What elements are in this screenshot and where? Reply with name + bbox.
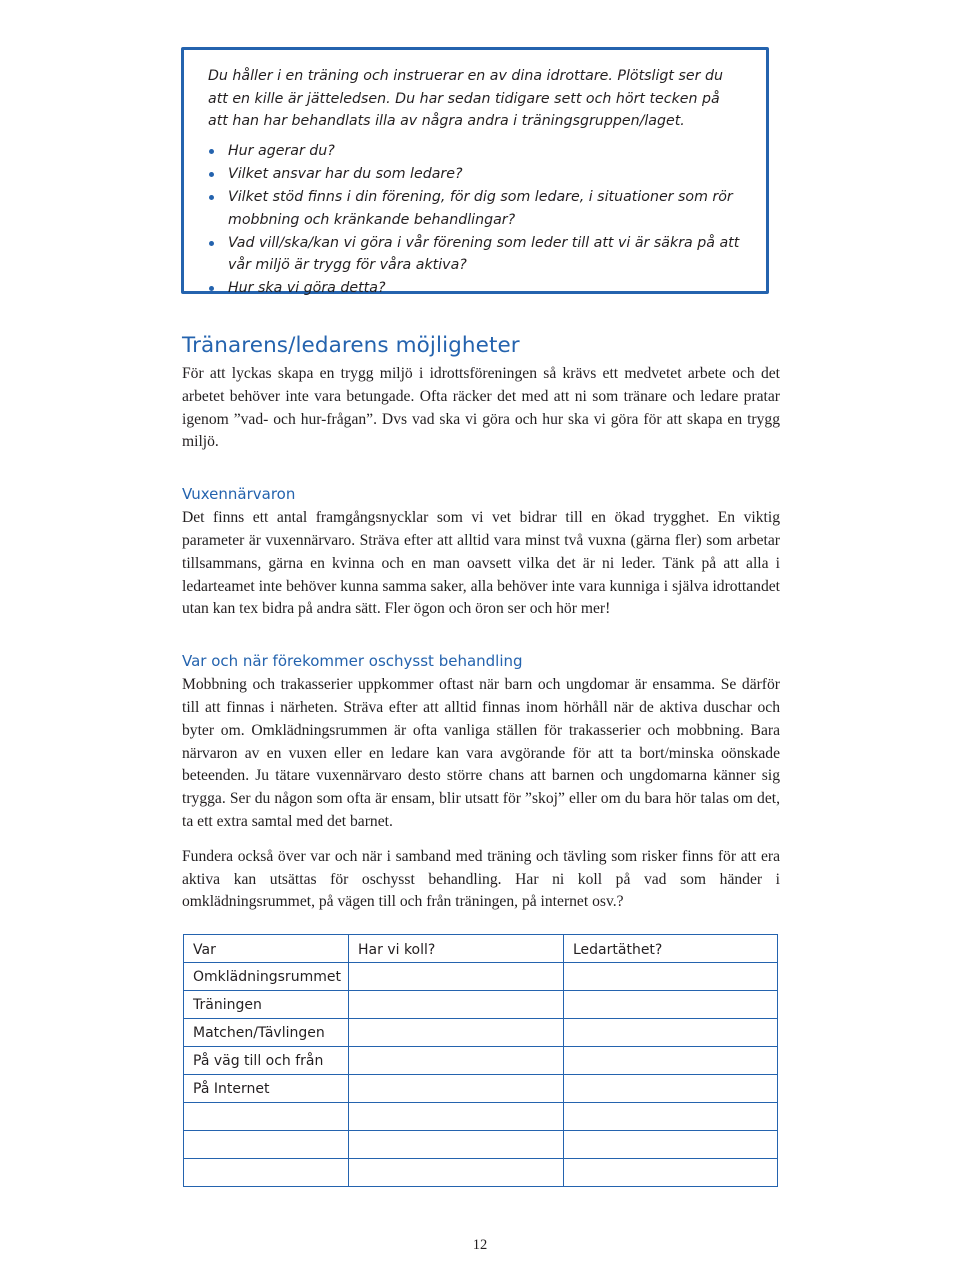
scenario-intro: Du håller i en träning och instruerar en av dina idrottare. Plötsligt ser du att en kille är jätteledsen. Du har sedan tidigare sett och hört tecken på att han har behandlats illa av några andra i träningsgruppen/laget.: [208, 68, 723, 130]
question-item: [208, 163, 744, 186]
possibilities-text: För att lyckas skapa en trygg miljö i idrottsföreningen så krävs ett medvetet arbete och det arbetet behöver inte vara betungade. Ofta räcker det med att ni som tränare och ledare pratar igenom ”vad- och hur-frågan”. Dvs vad ska vi göra och hur ska vi göra för att skapa en trygg miljö.: [182, 365, 780, 451]
question-text: Vad vill/ska/kan vi göra i vår förening som leder till att vi är säkra på att vår miljö är trygg för våra aktiva?: [228, 234, 740, 274]
table-cell[interactable]: [564, 1159, 778, 1187]
table-row: [184, 1075, 778, 1103]
table-cell[interactable]: [349, 1103, 564, 1131]
table-cell[interactable]: [564, 1103, 778, 1131]
where-when-text-2: Fundera också över var och när i samband med träning och tävling som risker finns för att era aktiva kan utsättas för oschysst behandling. Har ni koll på vad som händer i omklädningsrummet, på vägen till och från träningen, på internet osv.?: [182, 847, 780, 911]
table-cell[interactable]: [349, 1159, 564, 1187]
table-cell[interactable]: [564, 991, 778, 1019]
question-item: [208, 232, 744, 277]
table-cell[interactable]: [564, 1131, 778, 1159]
row-label: Omklädningsrummet: [184, 963, 349, 991]
row-label[interactable]: [184, 1159, 349, 1187]
row-label: Matchen/Tävlingen: [184, 1019, 349, 1047]
header-cell-control: Har vi koll?: [349, 935, 564, 963]
table-row: [184, 991, 778, 1019]
table-cell[interactable]: [349, 1047, 564, 1075]
table-row: [184, 963, 778, 991]
section-heading-possibilities: Tränarens/ledarens möjligheter: [182, 333, 520, 358]
scenario-questions: [208, 140, 744, 300]
question-item: [208, 186, 744, 231]
question-text: Hur agerar du?: [228, 142, 335, 159]
header-cell-var: Var: [184, 935, 349, 963]
table-row: [184, 1019, 778, 1047]
header-cell-leader-density: Ledartäthet?: [564, 935, 778, 963]
question-text: Hur ska vi göra detta?: [228, 280, 386, 297]
table-cell[interactable]: [564, 963, 778, 991]
section-heading-where-when: Var och när förekommer oschysst behandling: [182, 652, 523, 671]
table-row: [184, 1159, 778, 1187]
checklist-table: [183, 934, 778, 1187]
question-text: Vilket stöd finns i din förening, för dig som ledare, i situationer som rör mobbning och kränkande behandlingar?: [228, 188, 733, 228]
bullet-icon: [209, 195, 214, 200]
question-item: [208, 277, 744, 300]
question-item: [208, 140, 744, 163]
table-row: [184, 1103, 778, 1131]
page-number: 12: [472, 1237, 488, 1253]
row-label: Träningen: [184, 991, 349, 1019]
table-header-row: [184, 935, 778, 963]
row-label[interactable]: [184, 1131, 349, 1159]
where-when-text-1: Mobbning och trakasserier uppkommer oftast när barn och ungdomar är ensamma. Se därför till att finnas i närheten. Sträva efter att alltid finnas inom hörhåll när de aktiva duschar och byter om. Omklädningsrummen är ofta vanliga ställen för trakasserier och mobbning. Bara närvaron av en vuxen eller en ledare kan vara avgörande för att ta bort/minska oönskade beteenden. Ju tätare vuxennärvaro desto större chans att barnen och ungdomarna känner sig trygga. Ser du någon som ofta är ensam, blir utsatt för ”skoj” eller om du bara hör talas om det, ta ett extra samtal med det barnet.: [182, 676, 780, 830]
bullet-icon: [209, 172, 214, 177]
table-row: [184, 1131, 778, 1159]
table-cell[interactable]: [349, 963, 564, 991]
main-content: [182, 331, 780, 914]
bullet-icon: [209, 149, 214, 154]
bullet-icon: [209, 241, 214, 246]
row-label: På Internet: [184, 1075, 349, 1103]
question-text: Vilket ansvar har du som ledare?: [228, 165, 463, 182]
table-cell[interactable]: [564, 1047, 778, 1075]
adult-presence-text: Det finns ett antal framgångsnycklar som vi vet bidrar till en ökad trygghet. En viktig parameter är vuxennärvaro. Sträva efter att alltid vara minst två vuxna (gärna fler) som arbetar tillsammans, gärna en kvinna och en man oavsett vilka det är ni leder. Tänk på att alla i ledarteamet inte behöver kunna samma saker, alla behöver inte vara kunniga i själva idrottandet utan kan tex bidra på andra sätt. Fler ögon och öron ser och hör mer!: [182, 509, 780, 618]
row-label[interactable]: [184, 1103, 349, 1131]
row-label: På väg till och från: [184, 1047, 349, 1075]
section-heading-adult-presence: Vuxennärvaron: [182, 485, 296, 504]
table-cell[interactable]: [349, 1075, 564, 1103]
table-cell[interactable]: [349, 1131, 564, 1159]
bullet-icon: [209, 286, 214, 291]
scenario-box: [181, 47, 769, 297]
table-cell[interactable]: [564, 1019, 778, 1047]
table-cell[interactable]: [564, 1075, 778, 1103]
table-cell[interactable]: [349, 1019, 564, 1047]
table-cell[interactable]: [349, 991, 564, 1019]
table-row: [184, 1047, 778, 1075]
